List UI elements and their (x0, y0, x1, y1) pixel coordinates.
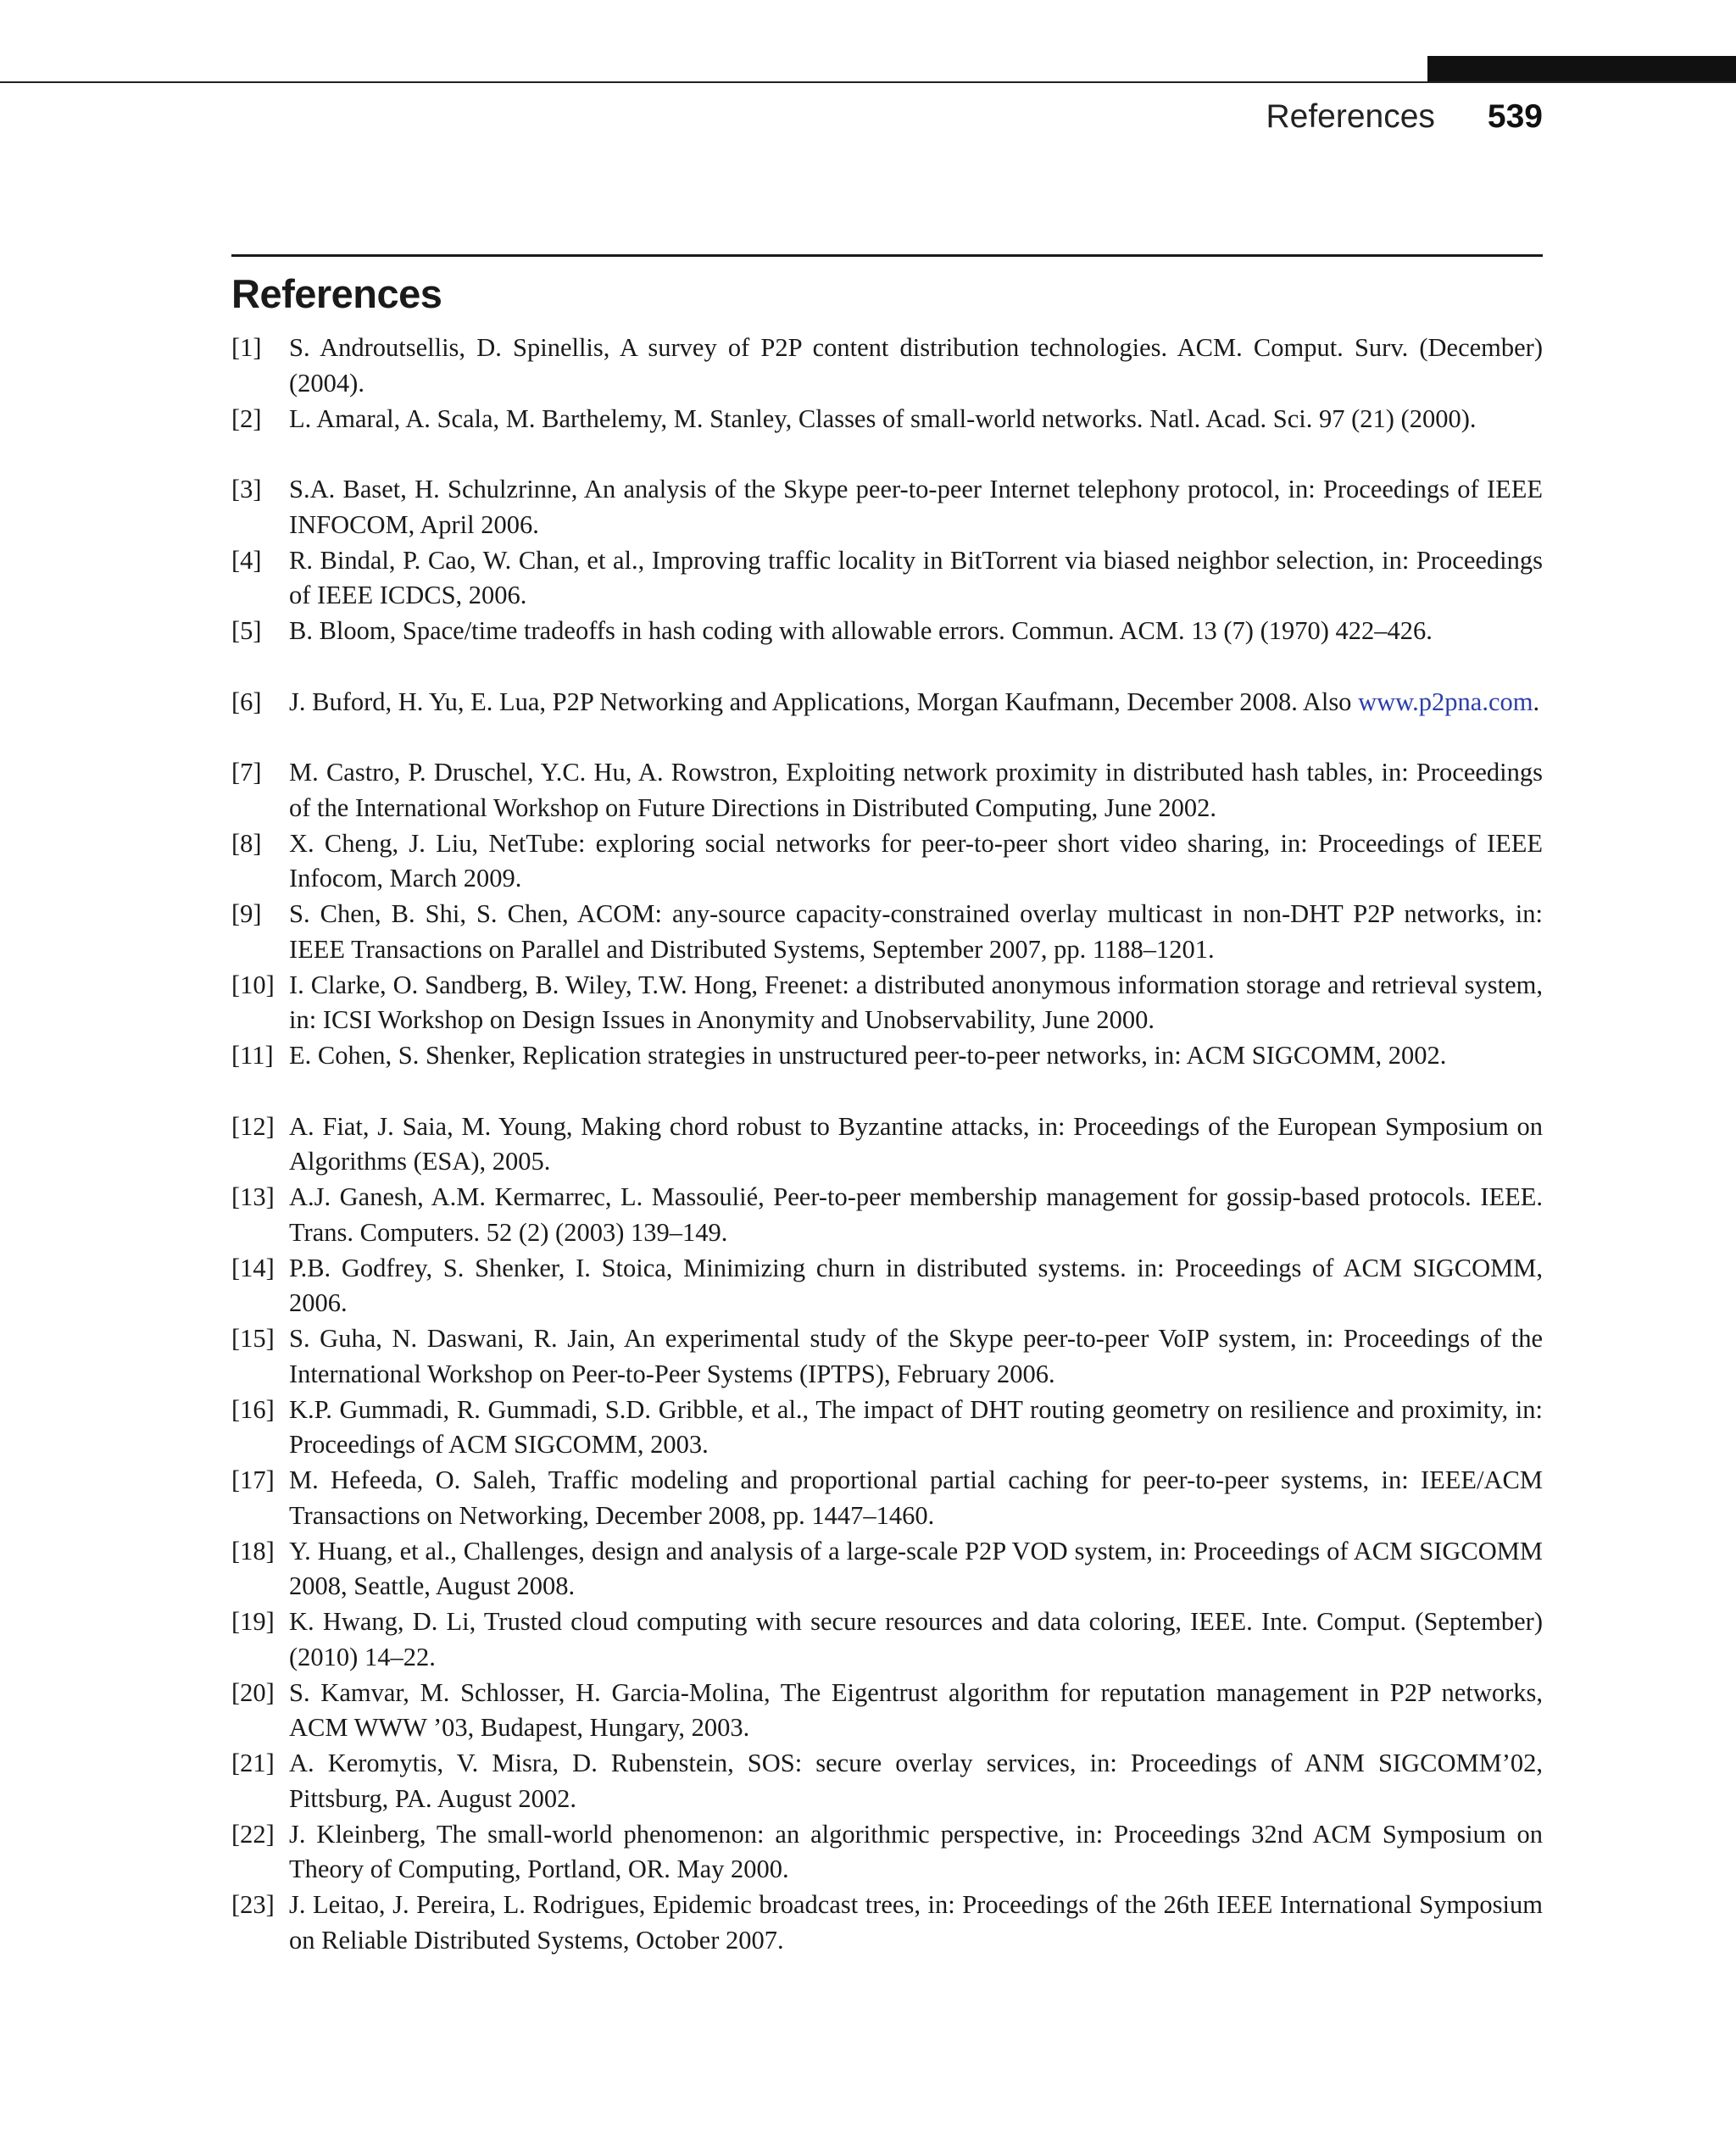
reference-item (231, 1888, 1543, 1959)
reference-text: A. Fiat, J. Saia, M. Young, Making chord robust to Byzantine attacks, in: Proceedings of the European Symposium on Algorithms (ESA), 2005. (289, 1111, 1543, 1176)
reference-number: [4] (231, 545, 262, 575)
reference-number: [17] (231, 1465, 275, 1494)
reference-item (231, 826, 1543, 898)
reference-text-block (289, 1393, 1543, 1463)
reference-item (231, 1109, 1543, 1181)
reference-text: M. Hefeeda, O. Saleh, Traffic modeling and proportional partial caching for peer-to-peer systems, in: IEEE/ACM Transactions on Networking, December 2008, pp. 1447–1460. (289, 1465, 1543, 1530)
reference-item (231, 968, 1543, 1039)
reference-text-block (289, 897, 1543, 967)
page-number: 539 (1487, 98, 1543, 135)
reference-text: P.B. Godfrey, S. Shenker, I. Stoica, Minimizing churn in distributed systems. in: Proceedings of ACM SIGCOMM, 2006. (289, 1253, 1543, 1317)
reference-text-block (289, 755, 1543, 826)
reference-text: E. Cohen, S. Shenker, Replication strategies in unstructured peer-to-peer networks, in: ACM SIGCOMM, 2002. (289, 1041, 1447, 1070)
reference-number: [2] (231, 403, 262, 433)
reference-text-block (289, 1817, 1543, 1888)
running-header (1266, 95, 1543, 139)
reference-text: A.J. Ganesh, A.M. Kermarrec, L. Massoulié, Peer-to-peer membership management for gossip-based protocols. IEEE. Trans. Computers. 52 (2) (2003) 139–149. (289, 1182, 1543, 1247)
reference-number: [13] (231, 1182, 275, 1211)
reference-number: [5] (231, 616, 262, 645)
reference-number: [8] (231, 828, 262, 858)
reference-text: R. Bindal, P. Cao, W. Chan, et al., Improving traffic locality in BitTorrent via biased neighbor selection, in: Proceedings of IEEE ICDCS, 2006. (289, 545, 1543, 609)
reference-number: [19] (231, 1607, 275, 1636)
reference-text: J. Kleinberg, The small-world phenomenon: an algorithmic perspective, in: Proceedings 32nd ACM Symposium on Theory of Computing, Portland, OR. May 2000. (289, 1819, 1543, 1883)
reference-text-block (289, 685, 1543, 720)
reference-text-block (289, 1038, 1543, 1074)
reference-item (231, 1817, 1543, 1888)
reference-item (231, 685, 1543, 756)
reference-text: L. Amaral, A. Scala, M. Barthelemy, M. Stanley, Classes of small-world networks. Natl. Acad. Sci. 97 (21) (2000). (289, 403, 1477, 433)
reference-number: [10] (231, 970, 275, 999)
reference-link[interactable]: www.p2pna.com (1358, 687, 1533, 716)
reference-text: J. Buford, H. Yu, E. Lua, P2P Networking and Applications, Morgan Kaufmann, December 2008. Also (289, 687, 1359, 716)
reference-number: [1] (231, 333, 262, 362)
reference-text-block (289, 472, 1543, 542)
reference-text: S. Guha, N. Daswani, R. Jain, An experimental study of the Skype peer-to-peer VoIP system, in: Proceedings of the International Workshop on Peer-to-Peer Systems (IPTPS), February 2006. (289, 1324, 1543, 1388)
reference-item (231, 472, 1543, 543)
reference-text: S.A. Baset, H. Schulzrinne, An analysis of the Skype peer-to-peer Internet telephony protocol, in: Proceedings of IEEE INFOCOM, April 2006. (289, 475, 1543, 539)
reference-text-block (289, 1746, 1543, 1816)
reference-item (231, 897, 1543, 968)
reference-item (231, 1393, 1543, 1464)
reference-item (231, 1534, 1543, 1605)
reference-item (231, 614, 1543, 685)
reference-list (231, 331, 1543, 1959)
reference-item (231, 1038, 1543, 1109)
reference-number: [6] (231, 687, 262, 716)
reference-item (231, 331, 1543, 402)
section-rule (231, 254, 1543, 257)
reference-item (231, 1746, 1543, 1817)
reference-text: B. Bloom, Space/time tradeoffs in hash coding with allowable errors. Commun. ACM. 13 (7) (1970) 422–426. (289, 616, 1433, 645)
reference-number: [3] (231, 475, 262, 503)
reference-text: J. Leitao, J. Pereira, L. Rodrigues, Epidemic broadcast trees, in: Proceedings of the 26th IEEE International Symposium on Reliable Distributed Systems, October 2007. (289, 1890, 1543, 1955)
reference-text-block (289, 331, 1543, 401)
reference-number: [23] (231, 1890, 275, 1919)
reference-item (231, 1463, 1543, 1534)
reference-number: [15] (231, 1324, 275, 1353)
reference-text-block (289, 826, 1543, 897)
reference-text-block (289, 1463, 1543, 1533)
reference-item (231, 1604, 1543, 1676)
reference-text: A. Keromytis, V. Misra, D. Rubenstein, SOS: secure overlay services, in: Proceedings of ANM SIGCOMM’02, Pittsburg, PA. August 2002. (289, 1749, 1543, 1813)
reference-text-block (289, 1604, 1543, 1675)
reference-number: [21] (231, 1749, 275, 1777)
reference-text-block (289, 614, 1543, 649)
header-rule (0, 81, 1736, 83)
reference-text: Y. Huang, et al., Challenges, design and analysis of a large-scale P2P VOD system, in: Proceedings of ACM SIGCOMM 2008, Seattle, August 2008. (289, 1536, 1543, 1600)
reference-item (231, 402, 1543, 473)
reference-text: K. Hwang, D. Li, Trusted cloud computing with secure resources and data coloring, IEEE. Inte. Comput. (September) (2010) 14–22. (289, 1607, 1543, 1671)
reference-text: X. Cheng, J. Liu, NetTube: exploring social networks for peer-to-peer short video sharing, in: Proceedings of IEEE Infocom, March 2009. (289, 828, 1543, 893)
reference-number: [20] (231, 1677, 275, 1707)
reference-text-block (289, 1321, 1543, 1392)
chapter-tab-marker (1427, 56, 1736, 83)
reference-text: I. Clarke, O. Sandberg, B. Wiley, T.W. Hong, Freenet: a distributed anonymous information storage and retrieval system, in: ICSI Workshop on Design Issues in Anonymity and Unobservability, June 2000. (289, 970, 1543, 1034)
reference-text: S. Androutsellis, D. Spinellis, A survey of P2P content distribution technologies. ACM. Comput. Surv. (December) (2004). (289, 333, 1543, 398)
reference-text: M. Castro, P. Druschel, Y.C. Hu, A. Rowstron, Exploiting network proximity in distributed hash tables, in: Proceedings of the International Workshop on Future Directions in Distributed Computing, June 2002. (289, 758, 1543, 822)
reference-number: [14] (231, 1253, 275, 1282)
reference-item (231, 1251, 1543, 1322)
reference-item (231, 543, 1543, 614)
reference-text-block (289, 402, 1543, 437)
reference-text-block (289, 1251, 1543, 1321)
reference-number: [7] (231, 758, 262, 787)
reference-number: [12] (231, 1111, 275, 1141)
reference-item (231, 1321, 1543, 1393)
reference-number: [18] (231, 1536, 275, 1565)
reference-text-block (289, 1534, 1543, 1604)
reference-item (231, 1180, 1543, 1251)
reference-number: [9] (231, 899, 262, 928)
reference-text-block (289, 1676, 1543, 1746)
reference-text: S. Kamvar, M. Schlosser, H. Garcia-Molina, The Eigentrust algorithm for reputation management in P2P networks, ACM WWW ’03, Budapest, Hungary, 2003. (289, 1677, 1543, 1742)
reference-number: [16] (231, 1394, 275, 1424)
reference-item (231, 755, 1543, 826)
reference-text: K.P. Gummadi, R. Gummadi, S.D. Gribble, et al., The impact of DHT routing geometry on resilience and proximity, in: Proceedings of ACM SIGCOMM, 2003. (289, 1394, 1543, 1459)
reference-text-block (289, 1180, 1543, 1250)
reference-text-block (289, 1888, 1543, 1958)
reference-item (231, 1676, 1543, 1747)
section-title: References (231, 271, 442, 316)
reference-text-block (289, 968, 1543, 1038)
running-title: References (1266, 98, 1435, 135)
reference-text-block (289, 1109, 1543, 1180)
reference-text: S. Chen, B. Shi, S. Chen, ACOM: any-source capacity-constrained overlay multicast in non-DHT P2P networks, in: IEEE Transactions on Parallel and Distributed Systems, September 2007, pp. 1188–1201. (289, 899, 1543, 964)
reference-number: [22] (231, 1819, 275, 1849)
reference-number: [11] (231, 1041, 274, 1070)
reference-text-block (289, 543, 1543, 614)
reference-text-suffix: . (1533, 687, 1540, 716)
